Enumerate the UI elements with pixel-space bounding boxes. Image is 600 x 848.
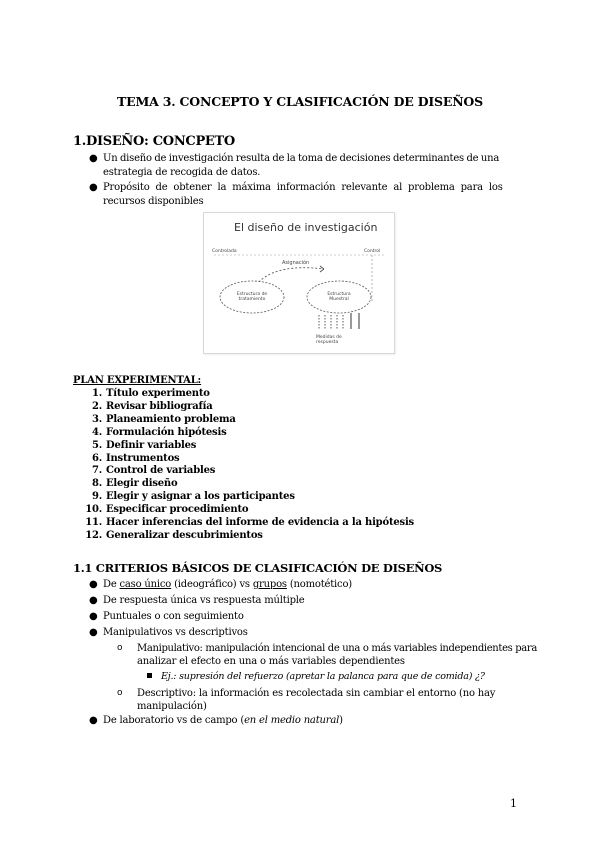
list-text: Hacer inferencias del informe de evidencia a la hipótesis bbox=[106, 517, 414, 529]
list-number: 12. bbox=[85, 529, 102, 541]
list-item bbox=[84, 414, 414, 427]
list-text: Formulación hipótesis bbox=[106, 426, 227, 438]
bullet-puntuales bbox=[89, 610, 244, 624]
list-number: 11. bbox=[85, 517, 102, 529]
list-number: 2. bbox=[91, 400, 102, 412]
bullet-caso-unico bbox=[89, 578, 352, 592]
example-text: Ej.: supresión del refuerzo (apretar la palanca para que de comida) ¿? bbox=[161, 671, 485, 682]
bullet-text: De laboratorio vs de campo ( bbox=[103, 715, 245, 726]
bullet-text: De bbox=[103, 579, 120, 590]
section-heading-diseno: 1.DISEÑO: CONCPETO bbox=[73, 134, 235, 149]
bullet-icon: ● bbox=[89, 595, 98, 606]
bullet-text-line: Un diseño de investigación resulta de la toma de decisiones determinantes de una bbox=[103, 153, 500, 164]
list-text: Control de variables bbox=[106, 465, 216, 477]
bullet-underlined-text: grupos bbox=[252, 579, 287, 590]
list-text: Elegir diseño bbox=[106, 478, 178, 490]
plan-list bbox=[84, 388, 414, 543]
bullet-definicion bbox=[89, 152, 543, 180]
list-number: 8. bbox=[91, 478, 102, 490]
bullet-text-line: estrategia de recogida de datos. bbox=[103, 167, 261, 178]
figure-text-line: Muestral bbox=[329, 297, 349, 302]
bullet-laboratorio bbox=[89, 714, 343, 728]
list-item bbox=[84, 504, 414, 517]
list-text: Generalizar descubrimientos bbox=[106, 529, 263, 541]
list-text: Revisar bibliografía bbox=[106, 400, 213, 412]
bullet-icon: ● bbox=[89, 611, 98, 622]
list-number: 9. bbox=[91, 491, 102, 503]
figure-text-line: Estructura bbox=[327, 292, 351, 297]
bullet-text: ) bbox=[339, 715, 343, 726]
bullet-respuesta bbox=[89, 594, 305, 608]
list-item bbox=[84, 440, 414, 453]
list-text: Título experimento bbox=[106, 388, 210, 399]
bullet-text-line: Propósito de obtener la máxima información relevante al problema para los bbox=[103, 182, 503, 193]
circle-bullet-icon: o bbox=[117, 688, 123, 698]
list-number: 5. bbox=[91, 439, 102, 451]
figure-arrow-label: Asignación bbox=[282, 260, 310, 266]
list-text: Especificar procedimiento bbox=[106, 504, 249, 516]
diagram-graphic bbox=[204, 213, 394, 353]
sub-text-line: Manipulativo: manipulación intencional de una o más variables independientes para bbox=[137, 643, 537, 654]
list-item bbox=[84, 401, 414, 414]
bullet-text: Manipulativos vs descriptivos bbox=[103, 627, 248, 638]
bullet-icon: ● bbox=[89, 579, 98, 590]
list-number: 7. bbox=[91, 465, 102, 477]
list-item bbox=[84, 530, 414, 543]
bullet-icon: ● bbox=[89, 715, 98, 726]
sub-text-line: manipulación) bbox=[137, 701, 207, 712]
list-text: Definir variables bbox=[106, 439, 197, 451]
figure-text-line: tratamiento bbox=[238, 297, 266, 302]
figure-text-line: respuesta bbox=[316, 340, 339, 345]
bullet-text: Puntuales o con seguimiento bbox=[103, 611, 244, 622]
bullet-underlined-text: caso único bbox=[119, 579, 172, 590]
bullet-text: (ideográfico) vs bbox=[171, 579, 253, 590]
list-item bbox=[84, 478, 414, 491]
bullet-text: De respuesta única vs respuesta múltiple bbox=[103, 595, 305, 606]
list-text: Instrumentos bbox=[106, 452, 180, 464]
list-number: 4. bbox=[91, 426, 102, 438]
list-number: 3. bbox=[91, 413, 102, 425]
diagram-figure bbox=[203, 212, 395, 354]
sub-item-manipulativo bbox=[117, 642, 537, 668]
list-number: 6. bbox=[91, 452, 102, 464]
page-number: 1 bbox=[510, 797, 517, 810]
section-heading-criterios: 1.1 CRITERIOS BÁSICOS DE CLASIFICACIÓN DE DISEÑOS bbox=[73, 561, 443, 575]
list-item bbox=[84, 388, 414, 401]
sub-text-line: analizar el efecto en una o más variables dependientes bbox=[137, 656, 405, 667]
bullet-manipulativos bbox=[89, 626, 248, 640]
figure-text-line: Medidas de bbox=[316, 335, 342, 340]
figure-left-label: Controlada bbox=[212, 249, 237, 254]
figure-left-ellipse-text bbox=[226, 292, 278, 302]
list-text: Elegir y asignar a los participantes bbox=[106, 491, 295, 503]
list-number: 1. bbox=[91, 388, 102, 399]
bullet-icon: ● bbox=[89, 153, 98, 164]
list-text: Planeamiento problema bbox=[106, 413, 236, 425]
bullet-text-line: recursos disponibles bbox=[103, 196, 204, 207]
figure-text-line: Estructura de bbox=[236, 292, 268, 297]
square-bullet-icon bbox=[147, 673, 152, 678]
bullet-italic-text: en el medio natural bbox=[244, 715, 340, 726]
figure-title: El diseño de investigación bbox=[234, 221, 378, 234]
list-item bbox=[84, 427, 414, 440]
sub-text-line: Descriptivo: la información es recolectada sin cambiar el entorno (no hay bbox=[137, 688, 496, 699]
figure-right-ellipse-text bbox=[313, 292, 365, 302]
bullet-proposito bbox=[89, 181, 523, 209]
page-title: TEMA 3. CONCEPTO Y CLASIFICACIÓN DE DISEÑOS bbox=[117, 94, 483, 109]
circle-bullet-icon: o bbox=[117, 643, 123, 653]
sub-sub-item-ejemplo bbox=[161, 671, 485, 682]
sub-item-descriptivo bbox=[117, 687, 537, 713]
list-number: 10. bbox=[85, 504, 102, 516]
list-item bbox=[84, 517, 414, 530]
figure-right-label: Control bbox=[364, 249, 381, 254]
list-item bbox=[84, 453, 414, 466]
bullet-icon: ● bbox=[89, 182, 98, 193]
plan-experimental-label: PLAN EXPERIMENTAL: bbox=[73, 375, 202, 386]
bullet-text: (nomotético) bbox=[286, 579, 352, 590]
list-item bbox=[84, 465, 414, 478]
figure-bottom-text bbox=[316, 335, 356, 345]
list-item bbox=[84, 491, 414, 504]
bullet-icon: ● bbox=[89, 627, 98, 638]
